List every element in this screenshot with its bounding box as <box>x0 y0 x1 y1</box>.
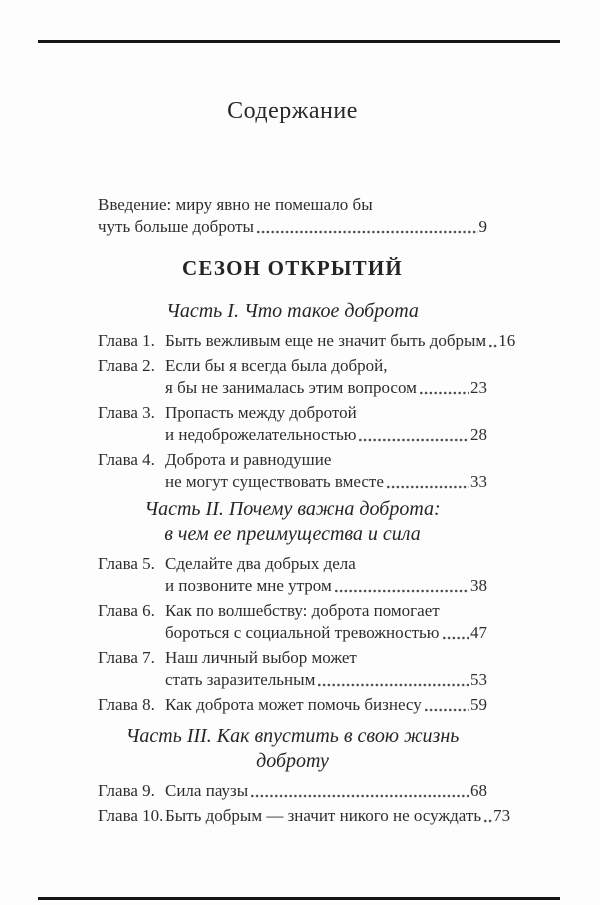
page-number: 28 <box>470 425 487 444</box>
dot-leader <box>257 216 478 238</box>
chapter-title-line: стать заразительным <box>165 670 316 689</box>
chapter-title-line: Пропасть между добротой <box>165 403 357 422</box>
chapter-label: Глава 5. <box>98 554 155 573</box>
chapter-title-line: Быть добрым — значит никого не осуждать <box>165 806 482 825</box>
chapter-label: Глава 2. <box>98 356 155 375</box>
chapter-entry <box>98 355 487 399</box>
chapter-entry <box>98 694 487 716</box>
dot-leader <box>318 669 469 691</box>
page-number: 68 <box>470 781 487 800</box>
page-number: 38 <box>470 576 487 595</box>
chapter-label: Глава 9. <box>98 781 155 800</box>
bottom-rule <box>38 897 560 900</box>
chapter-title-line: и недоброжелательностью <box>165 425 357 444</box>
chapter-entry <box>98 449 487 493</box>
chapter-title-line: я бы не занималась этим вопросом <box>165 378 417 397</box>
dot-leader <box>489 330 497 352</box>
intro-line: Введение: миру явно не помешало бы <box>98 195 373 214</box>
chapter-label: Глава 10. <box>98 806 164 825</box>
chapter-title-line: Наш личный выбор может <box>165 648 357 667</box>
chapter-label: Глава 4. <box>98 450 155 469</box>
season-section-header: СЕЗОН ОТКРЫТИЙ <box>182 256 403 280</box>
part-heading-line: Часть III. Как впустить в свою жизнь доброту <box>125 725 460 772</box>
dot-leader <box>387 471 469 493</box>
dot-leader <box>443 622 470 644</box>
part-1-heading <box>98 299 487 324</box>
chapter-label: Глава 3. <box>98 403 155 422</box>
part-2-chapters <box>98 553 487 716</box>
chapter-title-line: Быть вежливым еще не значит быть добрым <box>165 331 487 350</box>
chapter-entry <box>98 600 487 644</box>
page-number: 47 <box>470 623 487 642</box>
chapter-label: Глава 7. <box>98 648 155 667</box>
page-number: 9 <box>478 217 487 236</box>
contents-column <box>98 0 516 827</box>
chapter-title-line: Доброта и равнодушие <box>165 450 332 469</box>
chapter-title-line: Как по волшебству: доброта помогает <box>165 601 440 620</box>
part-3-chapters <box>98 780 511 827</box>
dot-leader <box>359 424 469 446</box>
page-number: 59 <box>470 695 487 714</box>
intro-entry <box>98 194 487 238</box>
page-number: 23 <box>470 378 487 397</box>
chapter-entry <box>98 647 487 691</box>
chapter-title-line: и позвоните мне утром <box>165 576 332 595</box>
part-heading-line: в чем ее преимущества и сила <box>164 523 421 545</box>
chapter-label: Глава 8. <box>98 695 155 714</box>
chapter-entry <box>98 780 487 802</box>
page-number: 53 <box>470 670 487 689</box>
intro-line: чуть больше доброты <box>98 217 254 236</box>
chapter-title-line: Как доброта может помочь бизнесу <box>165 695 422 714</box>
chapter-title-line: бороться с социальной тревожностью <box>165 623 440 642</box>
dot-leader <box>484 805 492 827</box>
chapter-label: Глава 1. <box>98 331 155 350</box>
page-number: 16 <box>498 331 516 350</box>
dot-leader <box>425 694 469 716</box>
chapter-label: Глава 6. <box>98 601 155 620</box>
chapter-entry <box>98 330 516 352</box>
part-heading-line: Часть II. Почему важна доброта: <box>144 498 441 520</box>
dot-leader <box>335 575 469 597</box>
part-3-heading <box>98 724 487 774</box>
chapter-title-line: Сила паузы <box>165 781 249 800</box>
chapter-title-line: не могут существовать вместе <box>165 472 384 491</box>
chapter-entry <box>98 553 487 597</box>
chapter-title-line: Сделайте два добрых дела <box>165 554 356 573</box>
page-title: Содержание <box>227 98 358 124</box>
dot-leader <box>251 780 469 802</box>
page-number: 73 <box>493 806 511 825</box>
part-1-chapters <box>98 330 516 493</box>
part-2-heading <box>98 497 487 547</box>
chapter-entry <box>98 402 487 446</box>
page-number: 33 <box>470 472 487 491</box>
part-heading-line: Часть I. Что такое доброта <box>166 300 419 322</box>
chapter-entry <box>98 805 511 827</box>
chapter-title-line: Если бы я всегда была доброй, <box>165 356 388 375</box>
dot-leader <box>420 377 469 399</box>
